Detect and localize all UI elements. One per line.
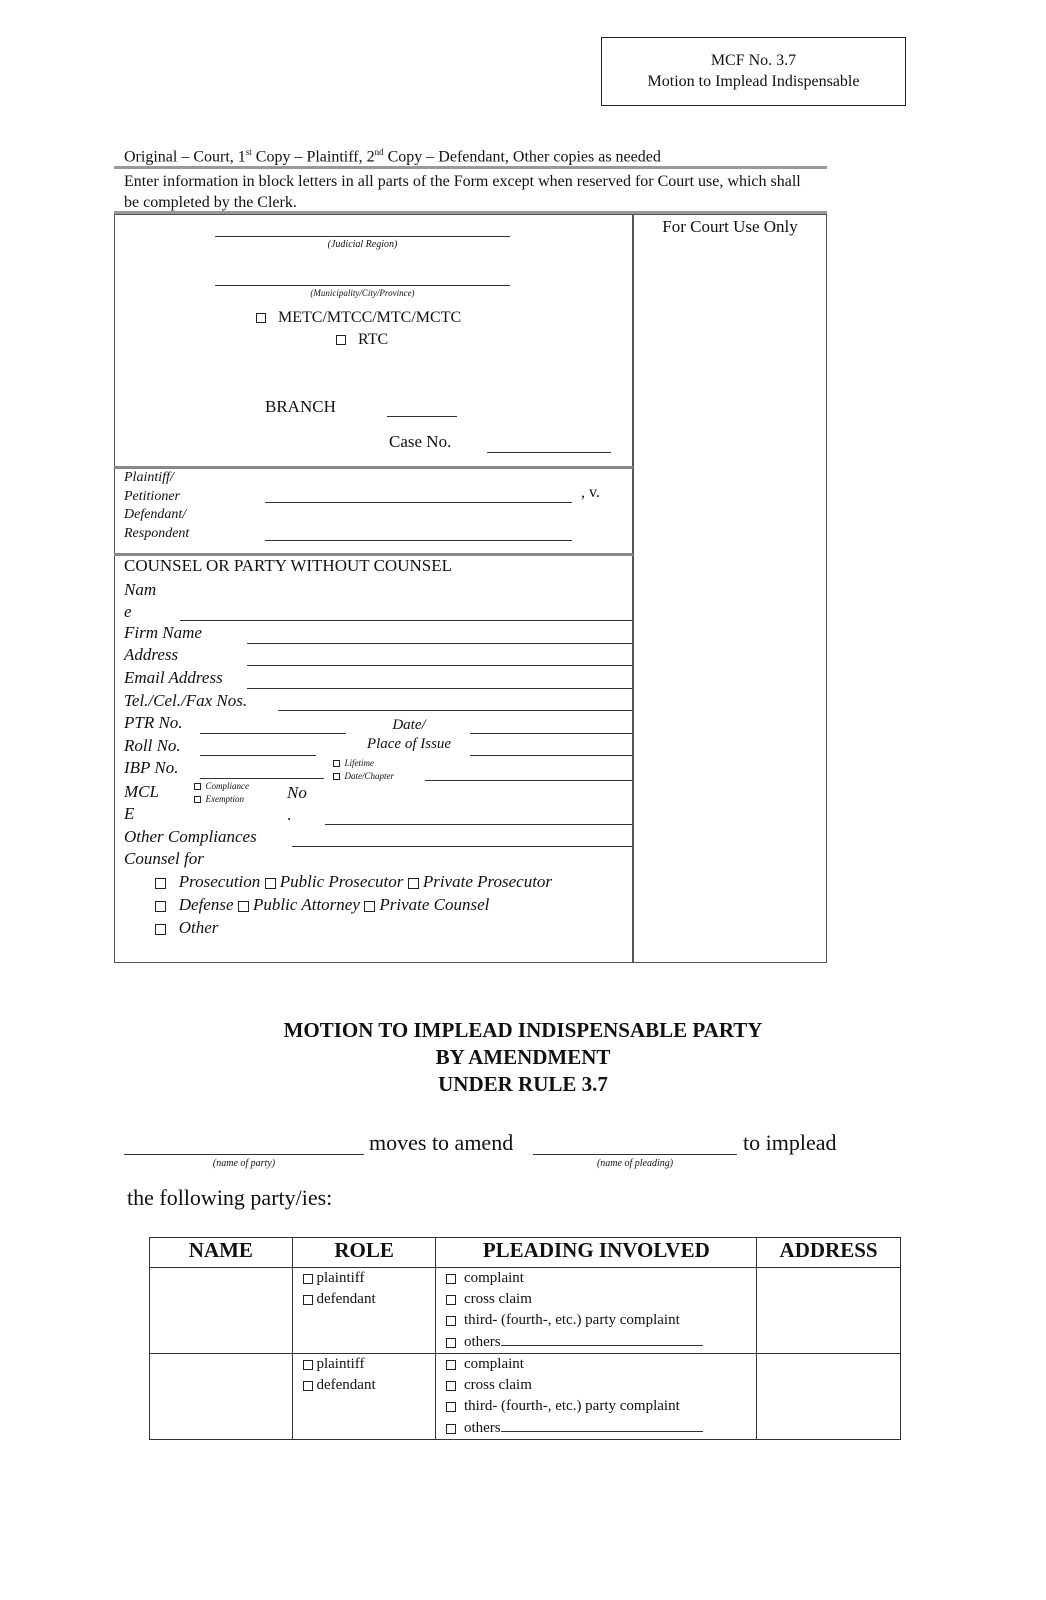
checkbox-icon[interactable] (408, 878, 419, 889)
col-header-name: NAME (150, 1238, 293, 1268)
checkbox-icon[interactable] (446, 1402, 456, 1412)
checkbox-icon[interactable] (256, 313, 266, 323)
versus-label: , v. (581, 484, 600, 501)
copies-note: Original – Court, 1st Copy – Plaintiff, 2nd Copy – Defendant, Other copies as needed (124, 147, 661, 166)
to-implead-text: to implead (743, 1130, 837, 1155)
checkbox-icon[interactable] (155, 878, 166, 889)
party-name-input[interactable] (124, 1154, 364, 1155)
col-header-address: ADDRESS (757, 1238, 901, 1268)
email-label: Email Address (124, 668, 223, 687)
table-header-row (150, 1238, 901, 1268)
mcle-no-label: No (287, 783, 307, 802)
defendant-label: Defendant/ Respondent (124, 507, 190, 541)
plaintiff-input[interactable] (265, 502, 572, 503)
address-input[interactable] (247, 665, 632, 666)
checkbox-icon[interactable] (238, 901, 249, 912)
checkbox-icon[interactable] (303, 1360, 313, 1370)
date-place-label: Date/ Place of Issue (366, 717, 452, 752)
ibp-type-options (333, 757, 394, 783)
mcle-label: MCL E (124, 782, 159, 823)
moves-to-amend-text: moves to amend (369, 1130, 514, 1155)
checkbox-icon[interactable] (446, 1295, 456, 1305)
role-cell: plaintiff defendant (292, 1268, 436, 1354)
checkbox-icon[interactable] (364, 901, 375, 912)
name-of-party-label: (name of party) (212, 1158, 276, 1169)
col-header-role: ROLE (292, 1238, 436, 1268)
checkbox-icon[interactable] (194, 783, 201, 790)
pleading-cell: complaint cross claim third- (fourth-, etc.) party complaint others (436, 1268, 757, 1354)
table-row (150, 1268, 901, 1354)
name-of-pleading-label: (name of pleading) (596, 1158, 674, 1169)
address-cell[interactable] (757, 1354, 901, 1440)
mcle-type-options (194, 780, 249, 806)
ibp-label: IBP No. (124, 758, 179, 777)
counsel-for-label: Counsel for (124, 849, 204, 868)
checkbox-icon[interactable] (303, 1274, 313, 1284)
tel-input[interactable] (278, 710, 632, 711)
motion-title: MOTION TO IMPLEAD INDISPENSABLE PARTY BY AMENDMENT UNDER RULE 3.7 (283, 1018, 763, 1096)
tel-label: Tel./Cel./Fax Nos. (124, 691, 248, 710)
section-rule (114, 466, 633, 469)
checkbox-icon[interactable] (446, 1424, 456, 1434)
roll-input[interactable] (200, 755, 316, 756)
checkbox-icon[interactable] (194, 796, 201, 803)
form-number: MCF No. 3.7 (710, 52, 797, 69)
court-option-metc[interactable]: METC/MTCC/MTC/MCTC (256, 309, 461, 327)
ptr-input[interactable] (200, 733, 346, 734)
case-no-input[interactable] (487, 452, 611, 453)
col-header-pleading: PLEADING INVOLVED (436, 1238, 757, 1268)
instructions: Enter information in block letters in all parts of the Form except when reserved for Court use, which shall be completed by the Clerk. (124, 173, 801, 211)
compliance-label: Compliance (205, 781, 249, 791)
ptr-date-input[interactable] (470, 733, 632, 734)
header-rule (114, 166, 827, 169)
other-compliances-input[interactable] (292, 846, 632, 847)
judicial-region-line[interactable] (215, 236, 510, 237)
name-label: Nam e (124, 580, 157, 621)
email-input[interactable] (247, 688, 632, 689)
court-use-label: For Court Use Only (662, 217, 798, 236)
checkbox-icon[interactable] (155, 924, 166, 935)
judicial-region-label: (Judicial Region) (327, 239, 398, 250)
counsel-heading: COUNSEL OR PARTY WITHOUT COUNSEL (124, 556, 452, 575)
table-row (150, 1354, 901, 1440)
checkbox-icon[interactable] (446, 1338, 456, 1348)
checkbox-icon[interactable] (446, 1316, 456, 1326)
date-chapter-label: Date/Chapter (344, 771, 394, 781)
branch-label: BRANCH (265, 397, 336, 416)
defendant-input[interactable] (265, 540, 572, 541)
form-name: Motion to Implead Indispensable (647, 73, 860, 90)
roll-label: Roll No. (124, 736, 181, 755)
following-parties-text: the following party/ies: (127, 1185, 333, 1210)
ibp-input[interactable] (200, 778, 324, 779)
checkbox-icon[interactable] (446, 1274, 456, 1284)
counsel-for-prosecution-row: Prosecution Public Prosecutor Private Prosecutor (155, 872, 552, 892)
ptr-label: PTR No. (124, 713, 183, 732)
counsel-for-other-row: Other (155, 918, 218, 938)
name-input[interactable] (180, 620, 632, 621)
court-use-area[interactable] (633, 240, 826, 962)
mcle-input[interactable] (325, 824, 632, 825)
ibp-date-input[interactable] (425, 780, 632, 781)
address-label: Address (124, 645, 179, 664)
checkbox-icon[interactable] (303, 1295, 313, 1305)
checkbox-icon[interactable] (446, 1360, 456, 1370)
mcle-no-dot: . (287, 805, 292, 824)
address-cell[interactable] (757, 1268, 901, 1354)
parties-table (149, 1237, 901, 1440)
name-cell[interactable] (150, 1268, 293, 1354)
form-number-box (601, 37, 906, 106)
case-no-label: Case No. (389, 432, 452, 451)
others-input[interactable] (501, 1331, 703, 1346)
checkbox-icon[interactable] (155, 901, 166, 912)
checkbox-icon[interactable] (446, 1381, 456, 1391)
roll-date-input[interactable] (470, 755, 632, 756)
branch-input[interactable] (387, 416, 457, 417)
checkbox-icon[interactable] (336, 335, 346, 345)
role-cell: plaintiff defendant (292, 1354, 436, 1440)
others-input[interactable] (501, 1417, 703, 1432)
firm-name-label: Firm Name (124, 623, 202, 642)
plaintiff-label: Plaintiff/ Petitioner (124, 470, 180, 504)
counsel-for-defense-row: Defense Public Attorney Private Counsel (155, 895, 489, 915)
municipality-label: (Municipality/City/Province) (310, 288, 415, 298)
firm-name-input[interactable] (247, 643, 632, 644)
court-option-rtc[interactable]: RTC (336, 331, 388, 349)
checkbox-icon[interactable] (303, 1381, 313, 1391)
checkbox-icon[interactable] (265, 878, 276, 889)
exemption-label: Exemption (205, 794, 244, 804)
checkbox-icon[interactable] (333, 760, 340, 767)
pleading-cell: complaint cross claim third- (fourth-, etc.) party complaint others (436, 1354, 757, 1440)
pleading-name-input[interactable] (533, 1154, 737, 1155)
name-cell[interactable] (150, 1354, 293, 1440)
checkbox-icon[interactable] (333, 773, 340, 780)
municipality-line[interactable] (215, 285, 510, 286)
other-compliances-label: Other Compliances (124, 827, 257, 846)
lifetime-label: Lifetime (344, 758, 374, 768)
